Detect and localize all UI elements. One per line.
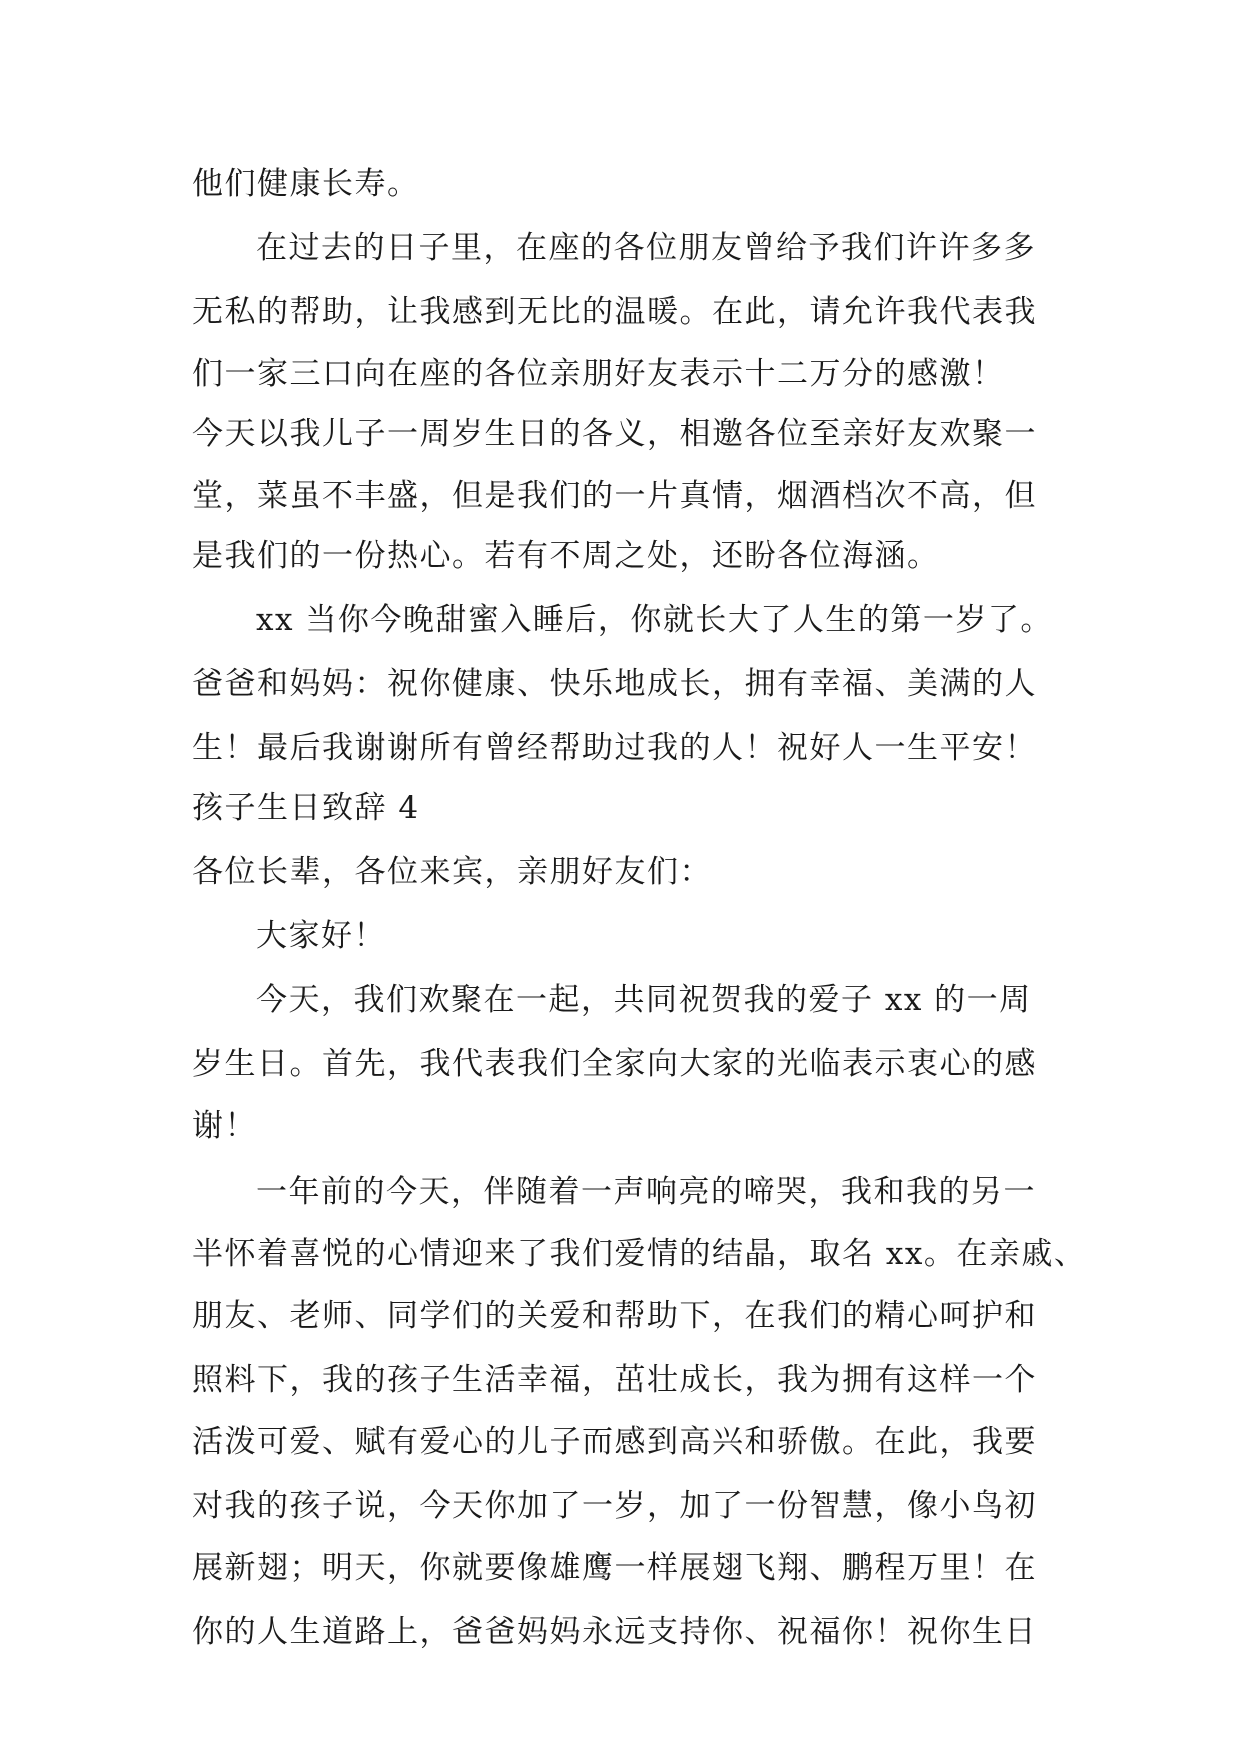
text-line: 半怀着喜悦的心情迎来了我们爱情的结晶，取名 xx。在亲戚、 [192,1236,1087,1272]
paragraph-start-line: 一年前的今天，伴随着一声响亮的啼哭，我和我的另一 [256,1174,1036,1210]
text-line: 对我的孩子说，今天你加了一岁，加了一份智慧，像小鸟初 [192,1488,1037,1524]
paragraph-start-line: 在过去的日子里，在座的各位朋友曾给予我们许许多多 [256,230,1036,266]
text-line: 今天以我儿子一周岁生日的各义，相邀各位至亲好友欢聚一 [192,416,1037,452]
paragraph-start-line: 今天，我们欢聚在一起，共同祝贺我的爱子 xx 的一周 [256,982,1032,1018]
greeting: 大家好！ [256,918,386,954]
text-line: 岁生日。首先，我代表我们全家向大家的光临表示衷心的感 [192,1046,1037,1082]
text-line: 无私的帮助，让我感到无比的温暖。在此，请允许我代表我 [192,294,1037,330]
text-line: 爸爸和妈妈：祝你健康、快乐地成长，拥有幸福、美满的人 [192,666,1037,702]
text-line: 照料下，我的孩子生活幸福，茁壮成长，我为拥有这样一个 [192,1362,1037,1398]
text-line: 是我们的一份热心。若有不周之处，还盼各位海涵。 [192,538,940,574]
text-line: 他们健康长寿。 [192,166,420,202]
salutation: 各位长辈，各位来宾，亲朋好友们： [192,854,712,890]
text-line: 生！最后我谢谢所有曾经帮助过我的人！祝好人一生平安！ [192,730,1037,766]
text-line: 堂，菜虽不丰盛，但是我们的一片真情，烟酒档次不高，但 [192,478,1037,514]
text-line: 你的人生道路上，爸爸妈妈永远支持你、祝福你！祝你生日 [192,1614,1037,1650]
text-line: 朋友、老师、同学们的关爱和帮助下，在我们的精心呵护和 [192,1298,1037,1334]
text-line: 展新翅；明天，你就要像雄鹰一样展翅飞翔、鹏程万里！在 [192,1550,1037,1586]
text-line: 们一家三口向在座的各位亲朋好友表示十二万分的感激！ [192,356,1005,392]
paragraph-start-line: xx 当你今晚甜蜜入睡后，你就长大了人生的第一岁了。 [256,602,1053,638]
text-line: 谢！ [192,1108,257,1144]
text-line: 活泼可爱、赋有爱心的儿子而感到高兴和骄傲。在此，我要 [192,1424,1037,1460]
section-heading: 孩子生日致辞 4 [192,790,420,826]
